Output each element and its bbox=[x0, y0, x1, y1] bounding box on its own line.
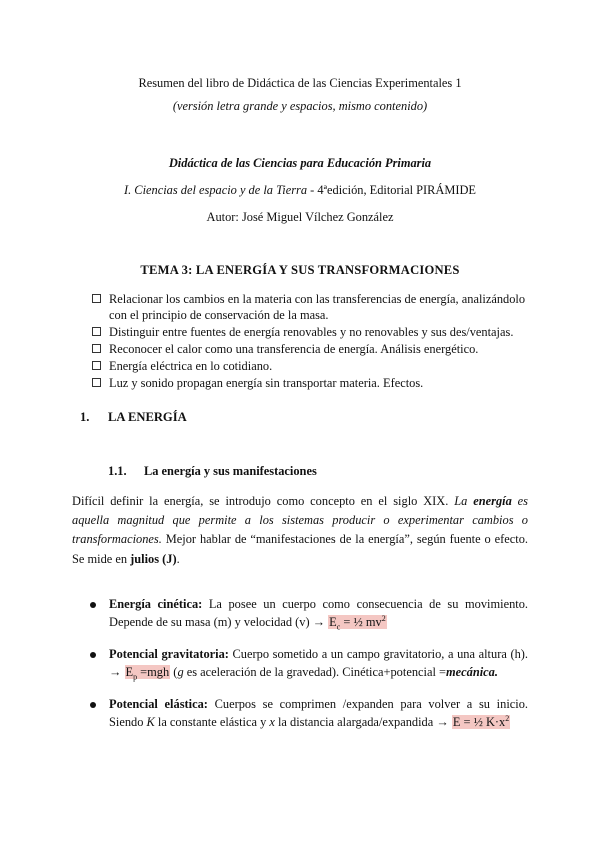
emphasis-text: mecánica. bbox=[446, 664, 498, 679]
bullet-icon bbox=[90, 602, 96, 608]
item-label: Energía cinética: bbox=[109, 597, 203, 611]
formula-part: =mgh bbox=[137, 664, 170, 679]
formula-part: = ½ mv bbox=[340, 614, 382, 629]
book-series bbox=[0, 182, 600, 199]
subsection-title: La energía y sus manifestaciones bbox=[144, 464, 317, 478]
item-text: Cuerpo sometido a un campo gravitatorio, a una altura (h). → bbox=[109, 646, 528, 679]
bullet-icon bbox=[90, 702, 96, 708]
formula-subscript: p bbox=[133, 672, 138, 682]
section-title: LA ENERGÍA bbox=[108, 410, 187, 424]
document-header-subtitle: (versión letra grande y espacios, mismo contenido) bbox=[172, 99, 428, 113]
variable-text: x bbox=[269, 714, 275, 729]
item-label: Potencial elástica: bbox=[109, 696, 208, 711]
item-text: La posee un cuerpo como consecuencia de su movimiento. Depende de su masa (m) y velocidad (v) → bbox=[109, 597, 528, 629]
document-header-title: Resumen del libro de Didáctica de las Ciencias Experimentales 1 bbox=[138, 76, 462, 90]
paragraph-text: Difícil definir la energía, se introdujo como concepto en el siglo XIX. bbox=[72, 494, 455, 508]
checkbox-icon bbox=[92, 378, 101, 387]
energy-types-list bbox=[88, 596, 528, 746]
formula-part: E bbox=[329, 614, 337, 629]
checkbox-icon bbox=[92, 294, 101, 303]
book-edition: - 4ªedición, Editorial PIRÁMIDE bbox=[307, 183, 477, 197]
item-text: la distancia alargada/expandida → bbox=[274, 714, 452, 729]
subsection-number: 1.1. bbox=[108, 464, 127, 478]
objective-item bbox=[92, 359, 537, 375]
checkbox-icon bbox=[92, 327, 101, 336]
item-label: Potencial gravitatoria: bbox=[109, 646, 229, 661]
item-text: Cuerpos se comprimen /expanden para volver a su inicio. Siendo bbox=[109, 696, 529, 729]
formula-highlight bbox=[452, 715, 510, 729]
bullet-icon bbox=[90, 652, 96, 658]
checkbox-icon bbox=[92, 361, 101, 370]
variable-text: K bbox=[146, 714, 155, 729]
section-heading bbox=[80, 409, 187, 426]
objective-text: Energía eléctrica en lo cotidiano. bbox=[109, 358, 273, 373]
objectives-list bbox=[92, 292, 537, 393]
objective-item bbox=[92, 325, 537, 341]
subsection-heading bbox=[108, 463, 317, 480]
item-text: ( bbox=[170, 664, 178, 679]
book-title: Didáctica de las Ciencias para Educación Primaria bbox=[168, 156, 432, 170]
paragraph-text: . bbox=[176, 551, 180, 566]
objective-text: Reconocer el calor como una transferencia de energía. Análisis energético. bbox=[109, 341, 479, 356]
definition-term: energía bbox=[473, 494, 512, 508]
intro-paragraph bbox=[72, 492, 528, 569]
item-text: la constante elástica y bbox=[154, 714, 270, 729]
objective-item bbox=[92, 342, 537, 358]
objective-text: Relacionar los cambios en la materia con las transferencias de energía, analizándolo con el principio de conservación de la masa. bbox=[109, 292, 526, 322]
checkbox-icon bbox=[92, 344, 101, 353]
definition-text: es aquella magnitud que permite a los sistemas producir o experimentar cambios o transformaciones. bbox=[72, 494, 528, 547]
formula-part: E = ½ K·x bbox=[452, 714, 506, 729]
list-item-kinetic bbox=[88, 596, 528, 632]
objective-text: Distinguir entre fuentes de energía renovables y no renovables y sus des/ventajas. bbox=[109, 324, 514, 339]
chapter-title: TEMA 3: LA ENERGÍA Y SUS TRANSFORMACIONES bbox=[140, 263, 460, 277]
definition-text: La bbox=[454, 494, 474, 508]
list-item-gravitational bbox=[88, 646, 528, 682]
formula-highlight bbox=[328, 613, 387, 632]
formula-highlight bbox=[125, 664, 171, 682]
objective-item bbox=[92, 376, 537, 392]
variable-text: g bbox=[177, 664, 184, 679]
item-text: es aceleración de la gravedad). Cinética+potencial = bbox=[183, 664, 446, 679]
paragraph-text: Mejor hablar de “manifestaciones de la energía”, según fuente o efecto. Se mide en bbox=[72, 532, 528, 566]
unit-text: julios (J) bbox=[130, 551, 177, 566]
formula-superscript: 2 bbox=[381, 613, 386, 623]
objective-text: Luz y sonido propagan energía sin transportar materia. Efectos. bbox=[109, 375, 424, 390]
section-number: 1. bbox=[80, 410, 90, 424]
formula-subscript: c bbox=[336, 622, 341, 632]
book-author: Autor: José Miguel Vílchez González bbox=[206, 210, 394, 224]
list-item-elastic bbox=[88, 696, 528, 732]
book-series-name: I. Ciencias del espacio y de la Tierra bbox=[123, 183, 308, 197]
objective-item bbox=[92, 292, 537, 323]
formula-superscript: 2 bbox=[505, 713, 510, 723]
formula-part: E bbox=[125, 664, 134, 679]
